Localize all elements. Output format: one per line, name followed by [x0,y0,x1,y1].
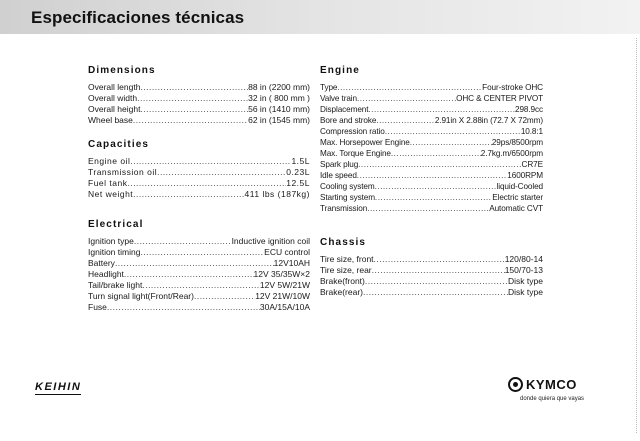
spec-value: 150/70-13 [504,265,543,275]
dot-leader [133,189,244,200]
engine-spec-row [320,82,543,93]
spec-label: Battery [88,258,115,268]
spec-label: Ignition type [88,236,134,246]
spec-value: 12.5L [286,178,310,188]
spec-value: 12V 35/35W×2 [253,269,310,279]
spec-value: Electric starter [492,193,543,202]
spec-value: 30A/15A/10A [259,302,310,312]
dot-leader [385,126,521,137]
brand-tagline: donde quiera que vayas [520,396,585,402]
spec-label: Idle speed [320,171,357,180]
capacities-section [88,139,310,200]
dot-leader [140,82,248,93]
dot-leader [358,159,521,170]
engine-spec-row [320,93,543,104]
dot-leader [115,258,274,269]
capacities-spec-row [88,156,310,167]
engine-spec-row [320,181,543,192]
kymco-logo-icon [508,377,523,392]
dot-leader [374,254,505,265]
engine-spec-row [320,148,543,159]
spec-value: Inductive ignition coil [231,236,310,246]
electrical-section [88,219,310,313]
spec-value: 1600RPM [507,171,543,180]
engine-rows [320,82,543,214]
spec-label: Overall width [88,93,138,103]
spec-label: Bore and stroke [320,116,377,125]
dot-leader [140,104,248,115]
dot-leader [130,156,291,167]
chassis-spec-row [320,276,543,287]
dot-leader [127,178,286,189]
dimensions-rows [88,82,310,126]
dimensions-section [88,65,310,126]
engine-section [320,65,543,214]
dimensions-spec-row [88,115,310,126]
spec-label: Fuse [88,302,107,312]
spec-value: 88 in (2200 mm) [248,82,310,92]
spec-label: Valve train [320,94,357,103]
spec-value: 32 in ( 800 mm ) [248,93,310,103]
dimensions-spec-row [88,93,310,104]
electrical-spec-row [88,302,310,313]
dot-leader [134,236,232,247]
page-title: Especificaciones técnicas [31,8,245,27]
spec-value: 12V 5W/21W [259,280,310,290]
spec-label: Overall height [88,104,141,114]
dot-leader [337,82,482,93]
dot-leader [365,276,508,287]
electrical-title: Electrical [88,219,144,230]
dot-leader [107,302,260,313]
capacities-spec-row [88,178,310,189]
spec-value: liquid-Cooled [496,182,543,191]
engine-spec-row [320,192,543,203]
spec-value: ECU control [264,247,310,257]
kymco-brand [508,377,608,402]
capacities-spec-row [88,167,310,178]
dot-leader [133,115,248,126]
spec-label: Transmission oil [88,167,158,177]
spec-label: Transmission [320,204,368,213]
spec-label: Net weight [88,189,134,199]
spec-value: 29ps/8500rpm [491,138,543,147]
spec-value: 1.5L [291,156,310,166]
spec-value: Automatic CVT [489,204,543,213]
spec-label: Ignition timing [88,247,141,257]
chassis-rows [320,254,543,298]
spec-label: Displacement [320,105,369,114]
spec-value: 2.91in X 2.88in (72.7 X 72mm) [434,116,543,125]
dot-leader [194,291,255,302]
dot-leader [157,167,286,178]
chassis-spec-row [320,254,543,265]
spec-value: 2.7kg.m/6500rpm [480,149,543,158]
chassis-spec-row [320,265,543,276]
dot-leader [368,104,515,115]
spec-value: 10.8:1 [520,127,543,136]
dimensions-spec-row [88,104,310,115]
spec-label: Headlight [88,269,124,279]
engine-spec-row [320,137,543,148]
engine-spec-row [320,104,543,115]
dot-leader [375,192,492,203]
spec-value: 411 lbs (187kg) [244,189,310,199]
engine-spec-row [320,115,543,126]
keihin-logo: KEIHIN [35,381,82,393]
spec-label: Max. Torque Engine [320,149,391,158]
engine-title: Engine [320,65,360,76]
dot-leader [391,148,481,159]
dot-leader [124,269,254,280]
page-edge-divider [636,38,637,433]
spec-label: Wheel base [88,115,133,125]
spec-value: OHC & CENTER PIVOT [456,94,543,103]
spec-label: Tail/brake light [88,280,143,290]
electrical-spec-row [88,236,310,247]
spec-value: Disk type [508,276,543,286]
dot-leader [137,93,248,104]
dot-leader [375,181,497,192]
engine-spec-row [320,170,543,181]
dot-leader [357,170,507,181]
engine-spec-row [320,126,543,137]
spec-value: Disk type [508,287,543,297]
dot-leader [363,287,508,298]
spec-label: Spark plug [320,160,359,169]
electrical-rows [88,236,310,313]
spec-value: 12V 21W/10W [255,291,310,301]
capacities-title: Capacities [88,139,150,150]
spec-value: 62 in (1545 mm) [248,115,310,125]
dot-leader [372,265,505,276]
spec-value: 56 in (1410 mm) [248,104,310,114]
spec-value: CR7E [521,160,543,169]
spec-label: Starting system [320,193,375,202]
spec-label: Engine oil [88,156,131,166]
spec-label: Fuel tank [88,178,128,188]
chassis-title: Chassis [320,237,367,248]
engine-spec-row [320,159,543,170]
spec-label: Cooling system [320,182,375,191]
electrical-spec-row [88,291,310,302]
electrical-spec-row [88,247,310,258]
spec-label: Overall length [88,82,141,92]
spec-label: Max. Horsepower Engine [320,138,410,147]
spec-value: 120/80-14 [504,254,543,264]
capacities-rows [88,156,310,200]
electrical-spec-row [88,258,310,269]
dot-leader [357,93,456,104]
spec-label: Compression ratio [320,127,385,136]
spec-label: Tire size, front [320,254,374,264]
dot-leader [142,280,260,291]
dimensions-title: Dimensions [88,65,156,76]
chassis-spec-row [320,287,543,298]
kymco-brand-name: KYMCO [526,377,577,392]
capacities-spec-row [88,189,310,200]
spec-value: 298.9cc [515,105,543,114]
spec-value: 12V10AH [273,258,310,268]
electrical-spec-row [88,269,310,280]
dimensions-spec-row [88,82,310,93]
dot-leader [367,203,489,214]
spec-label: Brake(front) [320,276,365,286]
spec-label: Turn signal light(Front/Rear) [88,291,194,301]
spec-value: Four-stroke OHC [482,83,543,92]
header-band [0,0,640,34]
dot-leader [140,247,264,258]
spec-label: Type [320,83,338,92]
spec-value: 0.23L [286,167,310,177]
dot-leader [376,115,435,126]
spec-label: Brake(rear) [320,287,363,297]
spec-label: Tire size, rear [320,265,372,275]
electrical-spec-row [88,280,310,291]
engine-spec-row [320,203,543,214]
dot-leader [410,137,492,148]
chassis-section [320,237,543,298]
